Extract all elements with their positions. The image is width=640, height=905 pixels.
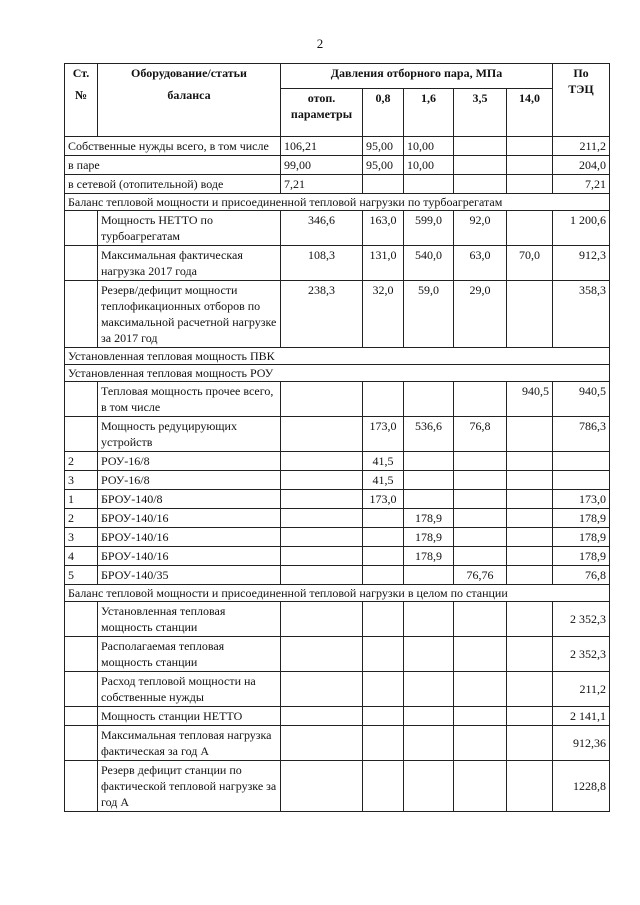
total-cell: 211,2 — [553, 137, 610, 156]
cell — [404, 566, 454, 585]
total-cell: 1 200,6 — [553, 211, 610, 246]
number-cell — [65, 672, 98, 707]
number-cell — [65, 637, 98, 672]
cell — [281, 528, 363, 547]
cell: 536,6 — [404, 417, 454, 452]
total-cell: 358,3 — [553, 281, 610, 348]
cell — [507, 175, 553, 194]
row-label: Установленная тепловая мощность станции — [98, 602, 281, 637]
row-label: Максимальная фактическая нагрузка 2017 года — [98, 246, 281, 281]
cell: 940,5 — [507, 382, 553, 417]
total-cell — [553, 452, 610, 471]
total-cell: 1228,8 — [553, 761, 610, 812]
rou-row — [65, 528, 610, 547]
rou-row — [65, 566, 610, 585]
cell — [454, 602, 507, 637]
section-title: Установленная тепловая мощность РОУ — [65, 365, 610, 382]
number-cell: 3 — [65, 528, 98, 547]
cell: 173,0 — [363, 490, 404, 509]
rou-row — [65, 490, 610, 509]
cell — [454, 726, 507, 761]
row-label: Резерв дефицит станции по фактической тепловой нагрузке за год А — [98, 761, 281, 812]
cell — [507, 137, 553, 156]
cell — [507, 547, 553, 566]
number-cell — [65, 761, 98, 812]
number-cell: 2 — [65, 509, 98, 528]
rou-row — [65, 509, 610, 528]
row-label: Мощность НЕТТО по турбоагрегатам — [98, 211, 281, 246]
cell: 41,5 — [363, 452, 404, 471]
total-cell: 940,5 — [553, 382, 610, 417]
cell: 95,00 — [363, 137, 404, 156]
cell — [363, 547, 404, 566]
row-label: БРОУ-140/8 — [98, 490, 281, 509]
total-cell: 173,0 — [553, 490, 610, 509]
total-line1: По — [573, 66, 589, 80]
cell: 99,00 — [281, 156, 363, 175]
cell — [454, 672, 507, 707]
cell: 238,3 — [281, 281, 363, 348]
cell — [507, 490, 553, 509]
cell: 41,5 — [363, 471, 404, 490]
cell — [404, 175, 454, 194]
cell — [507, 566, 553, 585]
row-label: Собственные нужды всего, в том числе — [65, 137, 281, 156]
cell — [454, 707, 507, 726]
col-item-line1: Оборудование/статьи — [131, 66, 247, 80]
cell — [454, 490, 507, 509]
cell — [507, 528, 553, 547]
cell — [363, 509, 404, 528]
section-title: Баланс тепловой мощности и присоединенной тепловой нагрузки в целом по станции — [65, 585, 610, 602]
cell — [363, 637, 404, 672]
station-row — [65, 726, 610, 761]
cell — [404, 490, 454, 509]
number-cell — [65, 602, 98, 637]
header-row — [65, 64, 610, 89]
cell: 76,8 — [454, 417, 507, 452]
cell — [281, 726, 363, 761]
row-label: Мощность редуцирующих устройств — [98, 417, 281, 452]
cell: 7,21 — [281, 175, 363, 194]
station-row — [65, 602, 610, 637]
cell — [507, 417, 553, 452]
row-label: в паре — [65, 156, 281, 175]
cell — [363, 707, 404, 726]
cell — [363, 566, 404, 585]
cell — [281, 417, 363, 452]
total-cell: 2 141,1 — [553, 707, 610, 726]
total-cell: 912,36 — [553, 726, 610, 761]
cell — [281, 566, 363, 585]
section-title: Установленная тепловая мощность ПВК — [65, 348, 610, 365]
number-cell — [65, 726, 98, 761]
cell — [454, 175, 507, 194]
cell — [363, 382, 404, 417]
cell: 76,76 — [454, 566, 507, 585]
cell — [404, 452, 454, 471]
total-cell: 786,3 — [553, 417, 610, 452]
number-cell — [65, 246, 98, 281]
cell — [363, 672, 404, 707]
pressure-header-1-6: 1,6 — [404, 89, 454, 137]
row-label: Мощность станции НЕТТО — [98, 707, 281, 726]
total-cell: 211,2 — [553, 672, 610, 707]
turbo-row — [65, 211, 610, 246]
pressure-header-3-5: 3,5 — [454, 89, 507, 137]
cell: 29,0 — [454, 281, 507, 348]
cell — [454, 547, 507, 566]
heat-balance-table — [64, 63, 610, 812]
cell: 10,00 — [404, 156, 454, 175]
station-row — [65, 707, 610, 726]
cell — [404, 761, 454, 812]
section-row-pvk — [65, 348, 610, 365]
cell — [363, 761, 404, 812]
pressure-header-14-0: 14,0 — [507, 89, 553, 137]
row-label: РОУ-16/8 — [98, 452, 281, 471]
turbo-row — [65, 246, 610, 281]
station-row — [65, 761, 610, 812]
total-cell: 912,3 — [553, 246, 610, 281]
cell: 163,0 — [363, 211, 404, 246]
own-needs-row — [65, 137, 610, 156]
cell — [507, 156, 553, 175]
cell: 32,0 — [363, 281, 404, 348]
cell — [281, 471, 363, 490]
total-cell: 178,9 — [553, 547, 610, 566]
row-label: БРОУ-140/16 — [98, 509, 281, 528]
cell — [281, 547, 363, 566]
pressure-header-heating: отоп. параметры — [281, 89, 363, 137]
page-number: 2 — [316, 36, 324, 51]
cell — [454, 509, 507, 528]
cell — [404, 471, 454, 490]
cell — [404, 382, 454, 417]
cell — [454, 528, 507, 547]
cell — [363, 528, 404, 547]
cell — [404, 726, 454, 761]
row-label: БРОУ-140/16 — [98, 528, 281, 547]
number-cell: 2 — [65, 452, 98, 471]
cell — [404, 672, 454, 707]
rou-row — [65, 547, 610, 566]
cell — [507, 726, 553, 761]
rou-row — [65, 471, 610, 490]
col-item-line2: баланса — [167, 88, 211, 102]
cell — [281, 637, 363, 672]
cell — [454, 382, 507, 417]
cell — [507, 761, 553, 812]
section-row-turbo — [65, 194, 610, 211]
cell — [281, 490, 363, 509]
total-cell: 178,9 — [553, 528, 610, 547]
row-label: Расход тепловой мощности на собственные нужды — [98, 672, 281, 707]
row-label: Тепловая мощность прочее всего, в том числе — [98, 382, 281, 417]
cell: 95,00 — [363, 156, 404, 175]
cell: 131,0 — [363, 246, 404, 281]
own-needs-steam-row — [65, 156, 610, 175]
row-label: БРОУ-140/16 — [98, 547, 281, 566]
total-cell — [553, 471, 610, 490]
cell — [454, 452, 507, 471]
row-label: Резерв/дефицит мощности теплофикационных отборов по максимальной расчетной нагрузке за 2017 год — [98, 281, 281, 348]
cell — [507, 281, 553, 348]
cell — [404, 637, 454, 672]
cell — [281, 761, 363, 812]
station-row — [65, 672, 610, 707]
cell: 106,21 — [281, 137, 363, 156]
cell — [281, 672, 363, 707]
col-number-line1: Ст. — [72, 66, 90, 80]
cell: 178,9 — [404, 528, 454, 547]
number-cell — [65, 211, 98, 246]
cell: 178,9 — [404, 547, 454, 566]
cell: 70,0 — [507, 246, 553, 281]
total-line2: ТЭЦ — [568, 82, 594, 96]
cell — [507, 452, 553, 471]
col-item-header — [98, 64, 281, 137]
cell: 108,3 — [281, 246, 363, 281]
cell — [507, 602, 553, 637]
pressure-group-header: Давления отборного пара, МПа — [281, 64, 553, 89]
number-cell — [65, 281, 98, 348]
rou-row — [65, 452, 610, 471]
cell — [281, 382, 363, 417]
cell — [281, 509, 363, 528]
cell: 599,0 — [404, 211, 454, 246]
row-label: РОУ-16/8 — [98, 471, 281, 490]
cell: 92,0 — [454, 211, 507, 246]
number-cell: 5 — [65, 566, 98, 585]
cell — [454, 137, 507, 156]
total-cell: 76,8 — [553, 566, 610, 585]
rou-row — [65, 417, 610, 452]
cell — [507, 637, 553, 672]
cell — [454, 761, 507, 812]
number-cell — [65, 382, 98, 417]
turbo-row — [65, 281, 610, 348]
row-label: в сетевой (отопительной) воде — [65, 175, 281, 194]
total-cell: 178,9 — [553, 509, 610, 528]
total-cell: 2 352,3 — [553, 602, 610, 637]
cell — [281, 452, 363, 471]
cell — [281, 707, 363, 726]
total-cell: 204,0 — [553, 156, 610, 175]
cell — [404, 602, 454, 637]
section-title: Баланс тепловой мощности и присоединенной тепловой нагрузки по турбоагрегатам — [65, 194, 610, 211]
cell: 173,0 — [363, 417, 404, 452]
cell — [507, 707, 553, 726]
number-cell — [65, 707, 98, 726]
cell: 10,00 — [404, 137, 454, 156]
number-cell — [65, 417, 98, 452]
own-needs-water-row — [65, 175, 610, 194]
number-cell: 1 — [65, 490, 98, 509]
total-header — [553, 64, 610, 137]
number-cell: 3 — [65, 471, 98, 490]
cell: 63,0 — [454, 246, 507, 281]
cell: 59,0 — [404, 281, 454, 348]
cell — [363, 602, 404, 637]
cell — [281, 602, 363, 637]
cell — [507, 211, 553, 246]
rou-row — [65, 382, 610, 417]
col-number-line2: № — [74, 88, 88, 102]
cell: 178,9 — [404, 509, 454, 528]
cell — [454, 156, 507, 175]
row-label: Максимальная тепловая нагрузка фактическая за год А — [98, 726, 281, 761]
number-cell: 4 — [65, 547, 98, 566]
total-cell: 2 352,3 — [553, 637, 610, 672]
cell — [363, 726, 404, 761]
cell: 346,6 — [281, 211, 363, 246]
section-row-station — [65, 585, 610, 602]
col-number-header — [65, 64, 98, 137]
cell — [507, 471, 553, 490]
cell — [507, 509, 553, 528]
cell — [363, 175, 404, 194]
cell — [454, 637, 507, 672]
section-row-rou — [65, 365, 610, 382]
pressure-header-0-8: 0,8 — [363, 89, 404, 137]
cell — [454, 471, 507, 490]
row-label: Располагаемая тепловая мощность станции — [98, 637, 281, 672]
row-label: БРОУ-140/35 — [98, 566, 281, 585]
total-cell: 7,21 — [553, 175, 610, 194]
cell — [507, 672, 553, 707]
station-row — [65, 637, 610, 672]
cell — [404, 707, 454, 726]
cell: 540,0 — [404, 246, 454, 281]
